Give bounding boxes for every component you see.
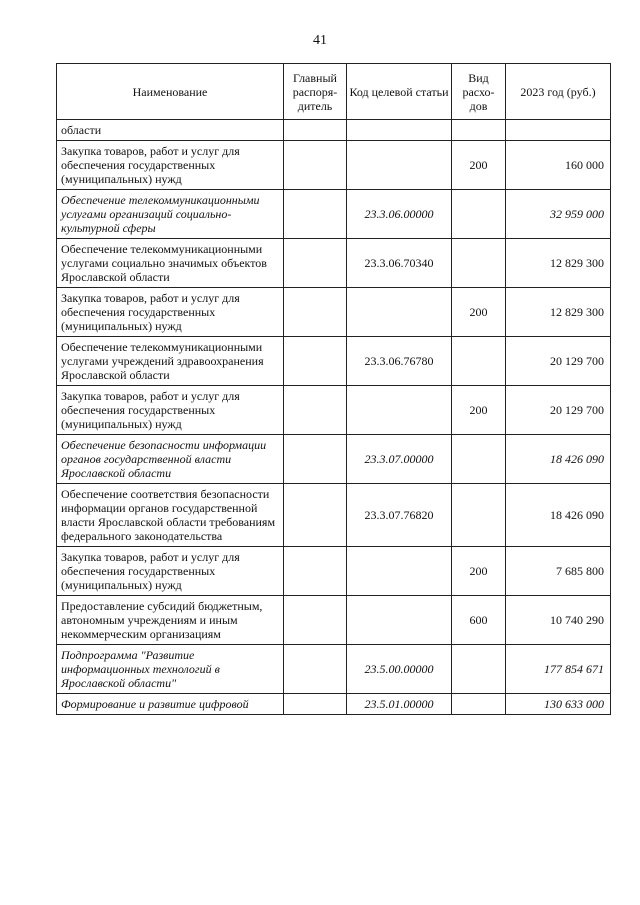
cell-amount: 130 633 000 (506, 694, 611, 715)
cell-main-manager (284, 435, 347, 484)
cell-target-code: 23.3.07.76820 (347, 484, 452, 547)
cell-amount: 18 426 090 (506, 435, 611, 484)
table-row (57, 141, 611, 190)
cell-target-code (347, 596, 452, 645)
cell-amount: 32 959 000 (506, 190, 611, 239)
cell-name: Подпрограмма "Развитие информационных технологий в Ярославской области" (57, 645, 284, 694)
cell-amount: 20 129 700 (506, 386, 611, 435)
cell-amount: 10 740 290 (506, 596, 611, 645)
cell-target-code: 23.3.06.76780 (347, 337, 452, 386)
cell-main-manager (284, 547, 347, 596)
cell-name: Предоставление субсидий бюджетным, автономным учреждениям и иным некоммерческим организациям (57, 596, 284, 645)
cell-name: Обеспечение соответствия безопасности информации органов государственной власти Ярославской области требованиям федерального законодательства (57, 484, 284, 547)
table-header-row (57, 64, 611, 120)
header-year-amount: 2023 год (руб.) (506, 64, 611, 120)
cell-main-manager (284, 694, 347, 715)
cell-main-manager (284, 239, 347, 288)
cell-target-code (347, 288, 452, 337)
cell-amount: 20 129 700 (506, 337, 611, 386)
table-row (57, 694, 611, 715)
cell-amount: 160 000 (506, 141, 611, 190)
cell-target-code (347, 386, 452, 435)
cell-amount (506, 120, 611, 141)
cell-name: Обеспечение телекоммуникационными услугами социально значимых объектов Ярославской области (57, 239, 284, 288)
cell-name: Закупка товаров, работ и услуг для обеспечения государственных (муниципальных) нужд (57, 547, 284, 596)
cell-amount: 7 685 800 (506, 547, 611, 596)
table-row (57, 645, 611, 694)
table-row (57, 596, 611, 645)
cell-target-code (347, 120, 452, 141)
cell-expense-type (452, 645, 506, 694)
table-row (57, 120, 611, 141)
header-name: Наименование (57, 64, 284, 120)
table-row (57, 239, 611, 288)
cell-expense-type (452, 484, 506, 547)
cell-main-manager (284, 645, 347, 694)
cell-amount: 18 426 090 (506, 484, 611, 547)
cell-expense-type: 200 (452, 141, 506, 190)
cell-main-manager (284, 120, 347, 141)
cell-target-code: 23.5.00.00000 (347, 645, 452, 694)
table-row (57, 288, 611, 337)
cell-name: области (57, 120, 284, 141)
header-main-manager: Главный распоря-дитель (284, 64, 347, 120)
cell-amount: 12 829 300 (506, 288, 611, 337)
cell-main-manager (284, 337, 347, 386)
cell-name: Формирование и развитие цифровой (57, 694, 284, 715)
cell-expense-type (452, 190, 506, 239)
cell-name: Обеспечение безопасности информации органов государственной власти Ярославской области (57, 435, 284, 484)
cell-target-code (347, 547, 452, 596)
cell-target-code: 23.3.06.00000 (347, 190, 452, 239)
cell-expense-type: 600 (452, 596, 506, 645)
cell-name: Закупка товаров, работ и услуг для обеспечения государственных (муниципальных) нужд (57, 288, 284, 337)
cell-main-manager (284, 141, 347, 190)
cell-target-code: 23.3.07.00000 (347, 435, 452, 484)
table-row (57, 190, 611, 239)
cell-expense-type: 200 (452, 288, 506, 337)
cell-main-manager (284, 288, 347, 337)
cell-expense-type (452, 694, 506, 715)
header-target-code: Код целевой статьи (347, 64, 452, 120)
budget-table (56, 63, 611, 715)
cell-main-manager (284, 190, 347, 239)
cell-target-code (347, 141, 452, 190)
table-row (57, 547, 611, 596)
cell-target-code: 23.3.06.70340 (347, 239, 452, 288)
cell-main-manager (284, 484, 347, 547)
cell-amount: 177 854 671 (506, 645, 611, 694)
cell-expense-type: 200 (452, 547, 506, 596)
cell-name: Обеспечение телекоммуникационными услугами организаций социально-культурной сферы (57, 190, 284, 239)
header-expense-type: Вид расхо-дов (452, 64, 506, 120)
cell-expense-type (452, 337, 506, 386)
table-row (57, 435, 611, 484)
cell-main-manager (284, 596, 347, 645)
table-row (57, 337, 611, 386)
cell-name: Закупка товаров, работ и услуг для обеспечения государственных (муниципальных) нужд (57, 386, 284, 435)
cell-amount: 12 829 300 (506, 239, 611, 288)
table-row (57, 484, 611, 547)
cell-target-code: 23.5.01.00000 (347, 694, 452, 715)
cell-expense-type (452, 435, 506, 484)
cell-main-manager (284, 386, 347, 435)
cell-expense-type: 200 (452, 386, 506, 435)
cell-expense-type (452, 120, 506, 141)
cell-name: Закупка товаров, работ и услуг для обеспечения государственных (муниципальных) нужд (57, 141, 284, 190)
page-number: 41 (313, 33, 327, 48)
table-row (57, 386, 611, 435)
cell-name: Обеспечение телекоммуникационными услугами учреждений здравоохранения Ярославской области (57, 337, 284, 386)
cell-expense-type (452, 239, 506, 288)
